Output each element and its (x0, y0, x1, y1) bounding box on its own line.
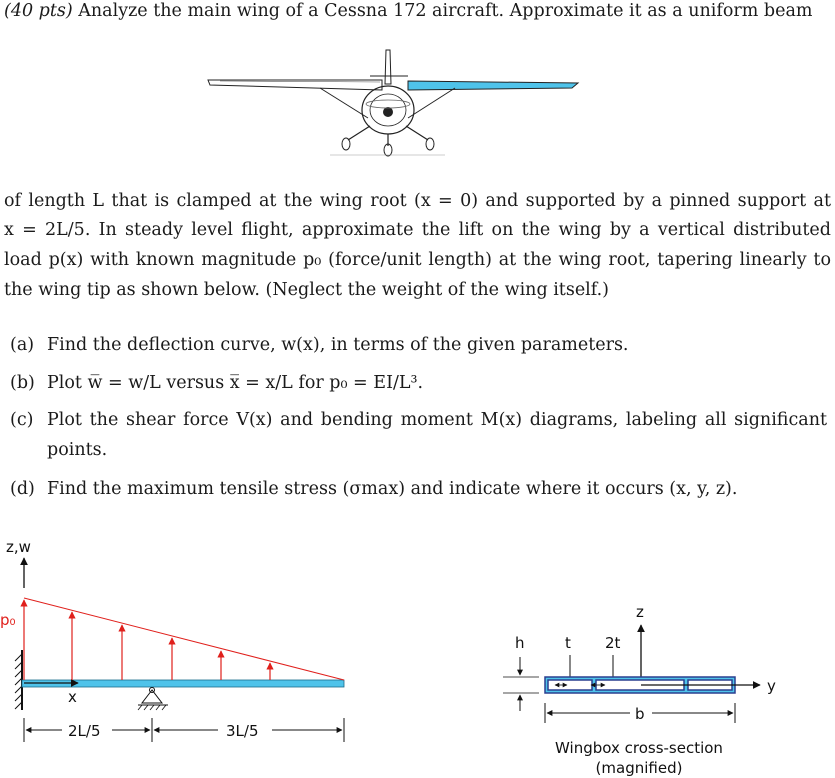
question-d-text: Find the maximum tensile stress (σmax) and indicate where it occurs (x, y, z). (47, 479, 738, 499)
z-axis-label: z,w (6, 538, 31, 556)
right-wing-highlighted (408, 81, 578, 90)
dim-left-label: 2L/5 (68, 722, 101, 740)
question-b-text: Plot w̅ = w/L versus x̅ = x/L for p₀ = EI/L³. (47, 373, 424, 393)
paragraph-line-1: of length L that is clamped at the wing root (x = 0) and supported by a pinned support at (4, 191, 831, 211)
beam-load-diagram (0, 530, 360, 778)
question-a-text: Find the deflection curve, w(x), in terms of the given parameters. (47, 335, 629, 355)
question-c-text-cont: points. (47, 440, 108, 460)
question-d-label: (d) (10, 479, 35, 499)
label-2t: 2t (605, 634, 621, 652)
paragraph-line-3: load p(x) with known magnitude p₀ (force/unit length) at the wing root, tapering linearly to (4, 250, 831, 270)
label-t: t (565, 634, 571, 652)
dim-right-label: 3L/5 (226, 722, 259, 740)
paragraph-line-4: the wing tip as shown below. (Neglect the weight of the wing itself.) (4, 280, 610, 300)
pinned-support (138, 688, 168, 711)
question-c-label: (c) (10, 410, 34, 430)
load-magnitude-label: p₀ (0, 611, 16, 629)
label-b: b (635, 705, 645, 723)
label-z: z (636, 603, 644, 621)
spinner (383, 107, 393, 117)
x-axis-label: x (68, 688, 77, 706)
paragraph-line-2: x = 2L/5. In steady level flight, approximate the lift on the wing by a vertical distributed (4, 220, 831, 240)
question-c-text: Plot the shear force V(x) and bending moment M(x) diagrams, labeling all significant (47, 410, 827, 430)
wingbox-caption-1: Wingbox cross-section (555, 739, 723, 757)
problem-header (4, 0, 812, 26)
question-a-label: (a) (10, 335, 35, 355)
question-b-label: (b) (10, 373, 35, 393)
header-text: Analyze the main wing of a Cessna 172 aircraft. Approximate it as a uniform beam (72, 1, 813, 21)
wingbox-cross-section (495, 595, 795, 778)
wingbox-caption-2: (magnified) (595, 759, 683, 777)
label-h: h (515, 634, 525, 652)
label-y: y (767, 677, 776, 695)
tail-fin (385, 50, 391, 84)
cessna-aircraft-illustration (200, 40, 580, 160)
points-label: (40 pts) (4, 1, 73, 21)
